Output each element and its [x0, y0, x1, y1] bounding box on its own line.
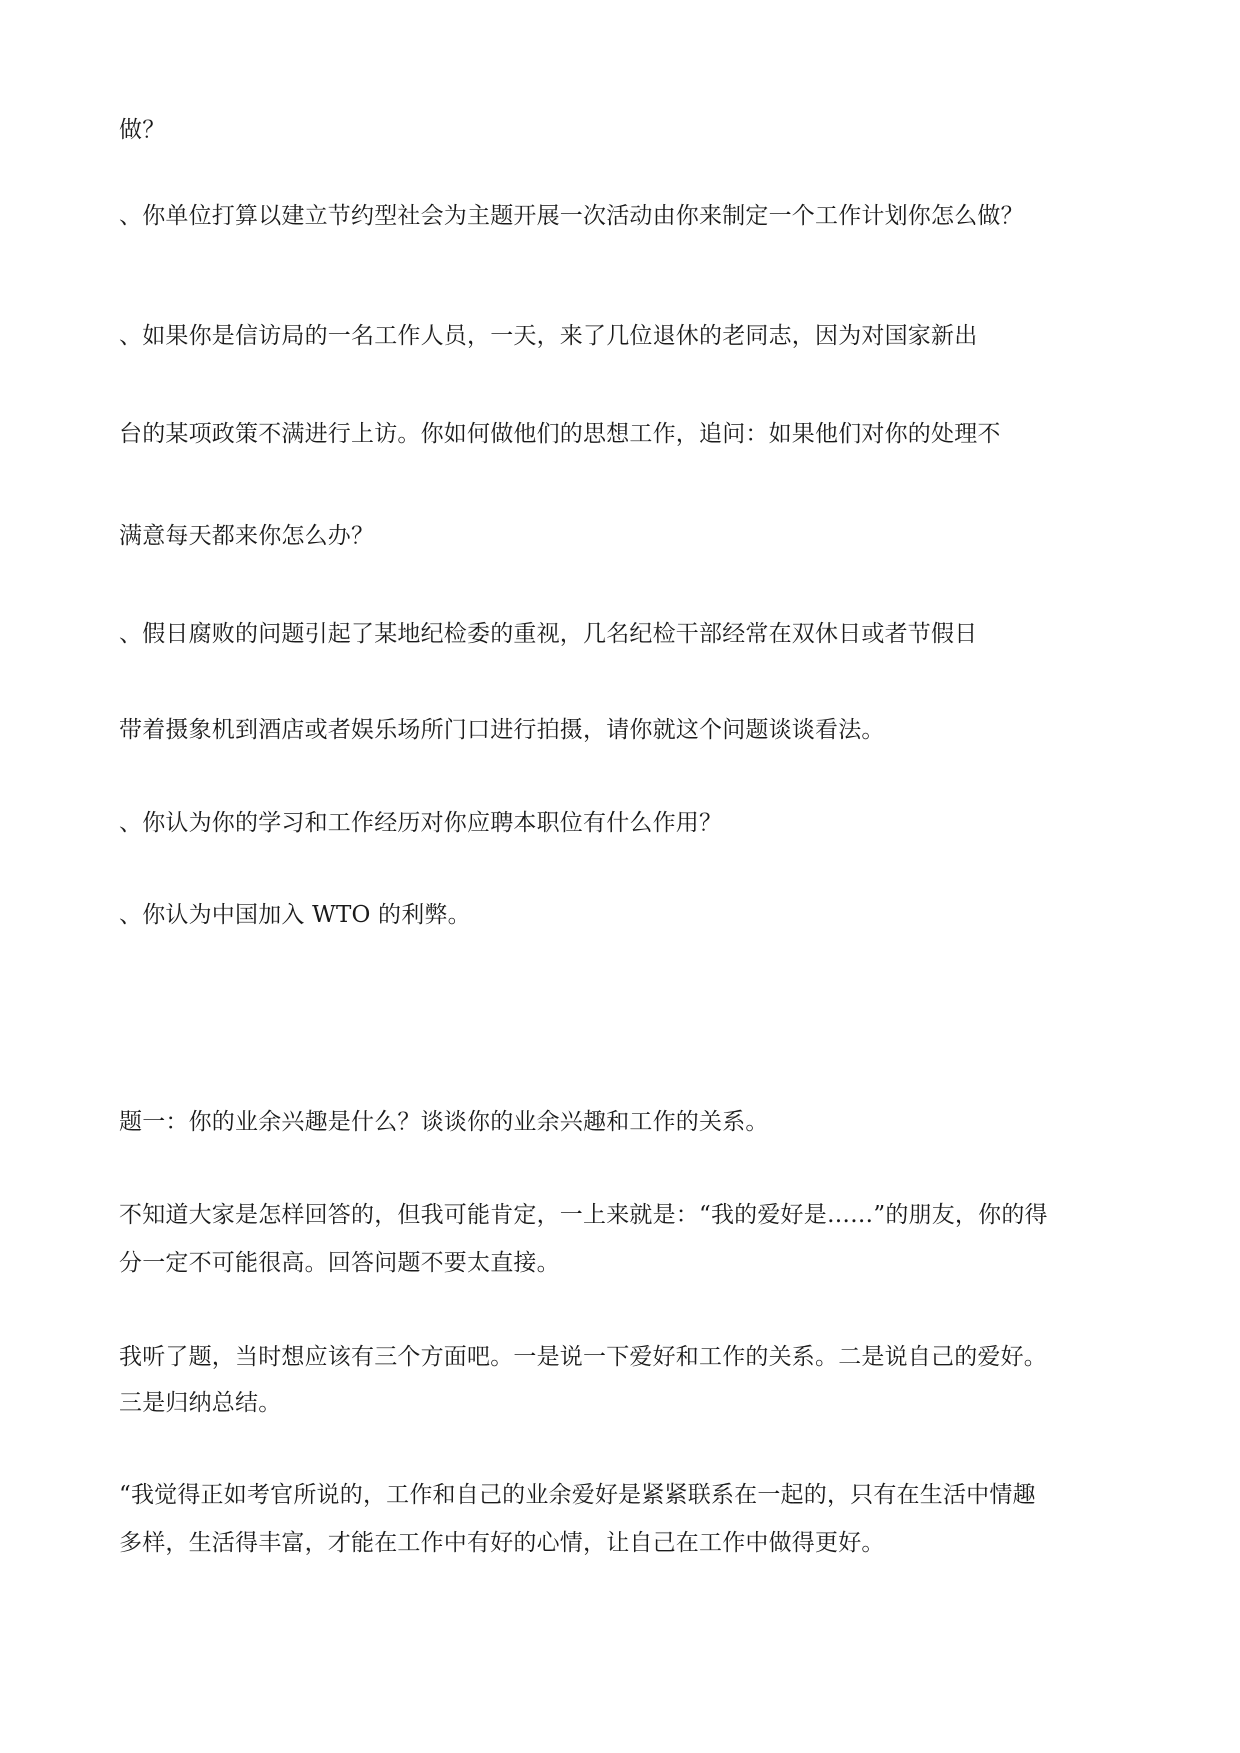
text-line-9: 、你认为中国加入 WTO 的利弊。: [119, 902, 471, 928]
section-heading: 题一：你的业余兴趣是什么？谈谈你的业余兴趣和工作的关系。: [119, 1109, 769, 1135]
text-line-7: 带着摄象机到酒店或者娱乐场所门口进行拍摄，请你就这个问题谈谈看法。: [119, 717, 885, 743]
text-line-1: 做？: [119, 117, 166, 143]
text-line-4: 台的某项政策不满进行上访。你如何做他们的思想工作，追问：如果他们对你的处理不: [119, 421, 1001, 447]
text-line-6: 、假日腐败的问题引起了某地纪检委的重视，几名纪检干部经常在双休日或者节假日: [119, 621, 978, 647]
text-line-13: 我听了题，当时想应该有三个方面吧。一是说一下爱好和工作的关系。二是说自己的爱好。: [119, 1344, 1047, 1370]
text-line-2: 、你单位打算以建立节约型社会为主题开展一次活动由你来制定一个工作计划你怎么做？: [119, 203, 1024, 229]
text-line-12: 分一定不可能很高。回答问题不要太直接。: [119, 1250, 560, 1276]
text-line-16: 多样，生活得丰富，才能在工作中有好的心情，让自己在工作中做得更好。: [119, 1530, 885, 1556]
text-line-5: 满意每天都来你怎么办？: [119, 523, 375, 549]
text-line-11: 不知道大家是怎样回答的，但我可能肯定，一上来就是：“我的爱好是……”的朋友，你的得: [119, 1202, 1048, 1228]
text-line-14: 三是归纳总结。: [119, 1390, 282, 1416]
text-line-8: 、你认为你的学习和工作经历对你应聘本职位有什么作用？: [119, 810, 723, 836]
text-line-15: “我觉得正如考官所说的，工作和自己的业余爱好是紧紧联系在一起的，只有在生活中情趣: [119, 1482, 1036, 1508]
text-line-3: 、如果你是信访局的一名工作人员，一天，来了几位退休的老同志，因为对国家新出: [119, 323, 978, 349]
